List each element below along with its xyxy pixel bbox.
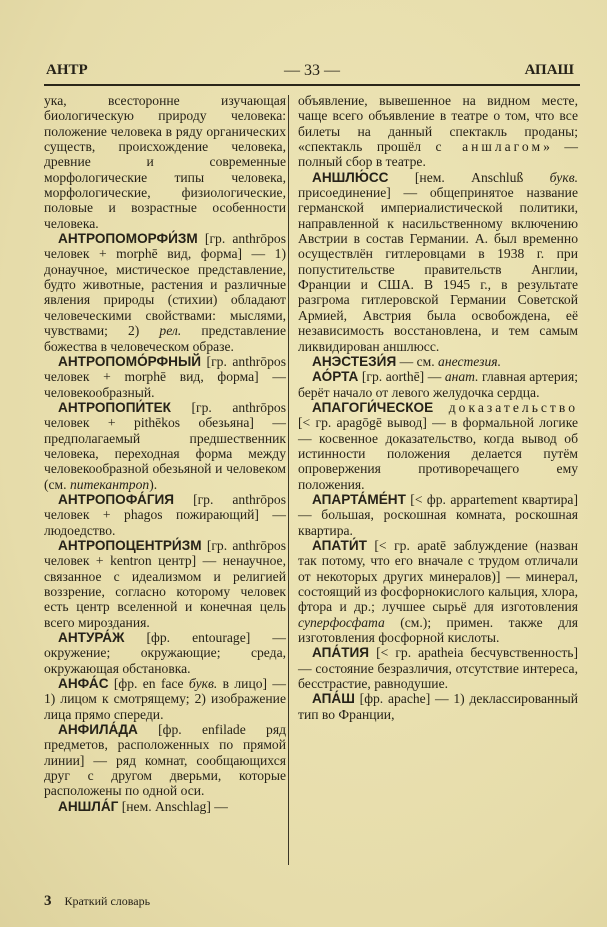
headword: АНТРОПОМО́РФНЫЙ [58,353,202,369]
entry-text: [гр. anthrōpos человек + morphē вид, форма] — человекообразный. [44,353,286,400]
column-divider [288,95,289,865]
entry-text: [< фр. appartement квартира] — большая, роскошная комната, роскошная квартира. [298,491,578,538]
dictionary-entry [44,676,286,722]
right-column [298,93,578,722]
signature-mark: 3 [44,893,52,909]
italic-text: букв. [188,676,218,692]
entry-text: [фр. entourage] — окружение; окружающие; среда, окружающая обстановка. [44,630,286,676]
headword: АНШЛЮ́СС [312,169,389,185]
headword: АНФИЛА́ДА [58,722,138,738]
dictionary-entry [298,492,578,538]
headword: АНТРОПОФА́ГИЯ [58,491,175,507]
italic-text: анат. [444,369,479,385]
entry-text: (см.); примен. также для изготовления фосфорной кислоты. [298,614,578,646]
headword: АПАРТА́МЕ́НТ [312,491,406,507]
entry-text: [фр. apache] — 1) деклассированный тип во Франции, [298,691,578,722]
dictionary-entry [298,538,578,645]
entry-text: [< гр. apatē заблуждение (назван так потому, что его вначале с трудом отличали от некоторых других минералов)] — минерал, состоящий из фосфорнокислого кальция, хлора, фтора и др.; лучшее сырьё для изготовления [298,537,578,615]
entry-text: объявление, вывешенное на видном месте, чаще всего объявление в театре о том, что все билеты на данный спектакль проданы; «спектакль прошёл [298,93,578,155]
headword: АНЭСТЕЗИ́Я [312,353,397,369]
italic-text: питекантроп [69,476,150,492]
dictionary-entry [298,400,578,492]
headword: АПАГОГИ́ЧЕСКОЕ [312,399,434,415]
italic-text: суперфосфата [298,614,385,630]
dictionary-entry [44,722,286,799]
dictionary-entry [298,369,578,400]
entry-text: [гр. anthrōpos человек + kentron центр] — ненаучное, связанное с идеализмом и религией воззрение, согласно которому человек есть центр вселенной и конечная цель всего мироздания. [44,537,286,630]
dictionary-entry [44,354,286,400]
entry-text: [нем. Anschluß [388,169,550,185]
footer-title: Краткий словарь [64,894,151,908]
headword: АНШЛА́Г [58,798,119,814]
entry-text: [фр. enfilade ряд предметов, расположенных по прямой линии] — ряд комнат, сообщающихся друг с другом дверьми, которые расположены по одной оси. [44,722,286,799]
dictionary-entry [44,231,286,354]
dictionary-entry [298,354,578,369]
headword: АНТУРА́Ж [58,630,125,646]
headword: АНТРОПОЦЕНТРИ́ЗМ [58,537,202,553]
headword: АПА́Ш [312,691,355,707]
entry-text: доказательство [448,399,578,415]
entry-text: » — полный сбор в театре. [298,139,578,170]
headword: АПАТИ́Т [312,537,367,553]
entry-text: [гр. anthrōpos человек + morphē вид, форма] — 1) донаучное, мистическое представление, будто животные, растения и различные явления природы (стихии) обладают человеческими свойствами: мыслями, чувствами; 2) [44,231,286,339]
entry-continuation [44,93,286,231]
dictionary-entry [44,400,286,492]
dictionary-entry [44,799,286,814]
entry-text: [гр. anthrōpos человек + phagos пожирающий] — людоедство. [44,491,286,538]
dictionary-entry [298,691,578,722]
entry-text: [< гр. apagōgē вывод] — в формальной логике — косвенное доказательство, когда вывод об истинности положения делается путём опровержения противоречащего ему положения. [298,415,578,492]
header-rule [44,84,580,86]
running-header [44,60,580,82]
entry-text: в лицо] — 1) лицом к смотрящему; 2) изображение лица прямо спереди. [44,676,286,722]
footer [44,893,150,910]
entry-text: [гр. anthrōpos человек + pithēkos обезьяна] — предполагаемый предшественник человека, переходная форма между человекообразной обезьяной и человеком (см. [44,399,286,492]
entry-text: ука, всесторонне изучающая биологическую природу человека: положение человека в ряду органических существ, происхождение человека, древние и современные морфологические типы человека, морфологические, физиологические, половые и возрастные особенности человека. [44,93,286,231]
entry-text: представление божества в человеческом образе. [44,323,286,354]
dictionary-entry [298,170,578,354]
entry-text: с аншлагом [435,139,544,155]
entry-continuation [298,93,578,170]
headword: АНТРОПОМОРФИ́ЗМ [58,231,198,247]
dictionary-entry [44,538,286,630]
entry-text: — см. [396,353,439,369]
header-first-word: АНТР [46,62,88,78]
dictionary-entry [44,492,286,538]
headword: АО́РТА [312,369,359,385]
page-number: — 33 — [284,62,340,79]
entry-text: присоединение] — общепринятое название германской империалистической политики, направленной к насильственному включению Австрии в состав Германии. А. был временно осуществлён гитлеровцами в 1938 г. при попустительстве правительств Англии, Франции и США. В 1945 г., в результате разгрома гитлеровской Германии Советской Армией, Австрия была освобождена, её независимость восстановлена, и тем самым ликвидирован аншлюсс. [298,185,578,354]
italic-text: рел. [159,323,182,339]
dictionary-entry [298,645,578,691]
entry-text: [гр. aorthē] — [358,369,445,385]
entry-text: [фр. en face [108,676,189,692]
italic-text: букв. [549,169,578,185]
entry-text [433,400,449,415]
header-last-word: АПАШ [524,62,574,78]
headword: АНТРОПОПИ́ТЕК [58,399,171,415]
entry-text: ). [149,476,158,492]
entry-text: [< гр. apatheia бесчувственность] — состояние безразличия, отсутствие интереса, бесстрастие, равнодушие. [298,645,578,692]
entry-text: главная артерия; берёт начало от левого желудочка сердца. [298,369,578,400]
italic-text: анестезия. [438,353,501,369]
entry-text: [нем. Anschlag] — [118,798,228,814]
headword: АПА́ТИЯ [312,645,370,661]
left-column [44,93,286,814]
dictionary-entry [44,630,286,676]
headword: АНФА́С [58,676,109,692]
